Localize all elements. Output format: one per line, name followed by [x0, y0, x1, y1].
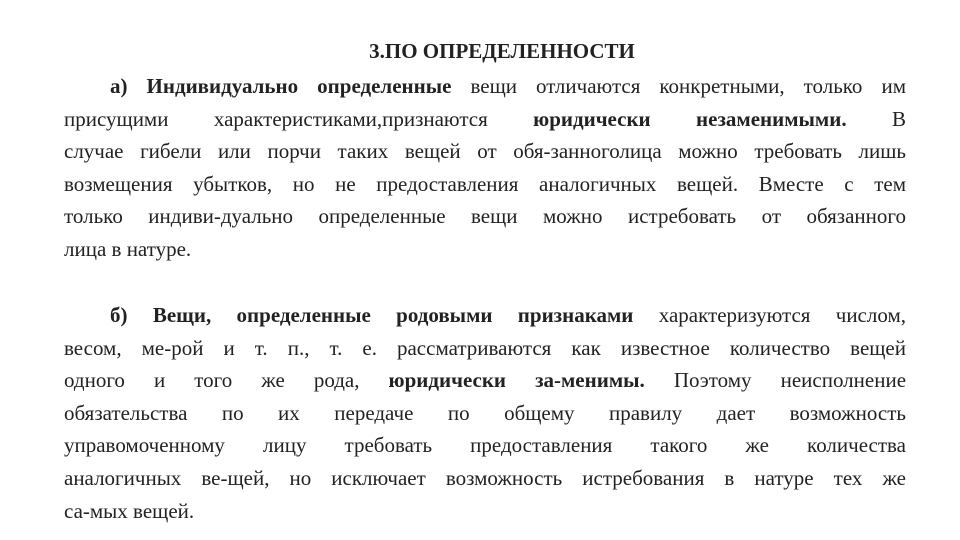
text-run: Поэтому неисполнение [644, 368, 907, 393]
bold-term: юридически за-менимы. [388, 368, 645, 393]
paragraph-line: обязательства по их передаче по общему правилу дает возможность [64, 400, 906, 425]
paragraph-line: весом, ме-рой и т. п., т. е. рассматриваются как известное количество вещей [64, 335, 906, 360]
bold-term: юридически незаменимыми. [533, 106, 847, 131]
text-run: В [846, 106, 906, 131]
paragraph-line [64, 299, 906, 332]
paragraph-individually-defined [64, 70, 906, 266]
paragraph-line: са-мых вещей. [64, 498, 195, 523]
text-run: характеризуются числом, [633, 303, 906, 327]
paragraph-line: аналогичных ве-щей, но исключает возможность истребования в натуре тех же [64, 465, 906, 490]
bold-term: б) Вещи, определенные родовыми признаками [110, 303, 634, 327]
paragraph-line: только индиви-дуально определенные вещи можно истребовать от обязанного [64, 204, 906, 229]
text-run: одного и того же рода, [64, 368, 389, 393]
text-run: вещи отличаются конкретными, только им [451, 74, 906, 98]
paragraph-line [64, 364, 906, 397]
paragraph-line [64, 70, 906, 103]
paragraph-line: лица в натуре. [64, 236, 192, 261]
paragraph-generic-things [64, 299, 906, 527]
slide-title: 3.ПО ОПРЕДЕЛЕННОСТИ [369, 39, 635, 63]
text-run: присущими характеристиками,признаются [64, 106, 534, 131]
paragraph-line: случае гибели или порчи таких вещей от обя-занноголица можно требовать лишь [64, 139, 906, 164]
bold-term: а) Индивидуально определенные [110, 74, 452, 98]
paragraph-line [64, 103, 906, 136]
paragraph-line: управомоченному лицу требовать предоставления такого же количества [64, 433, 906, 458]
paragraph-line: возмещения убытков, но не предоставления аналогичных вещей. Вместе с тем [64, 171, 906, 196]
